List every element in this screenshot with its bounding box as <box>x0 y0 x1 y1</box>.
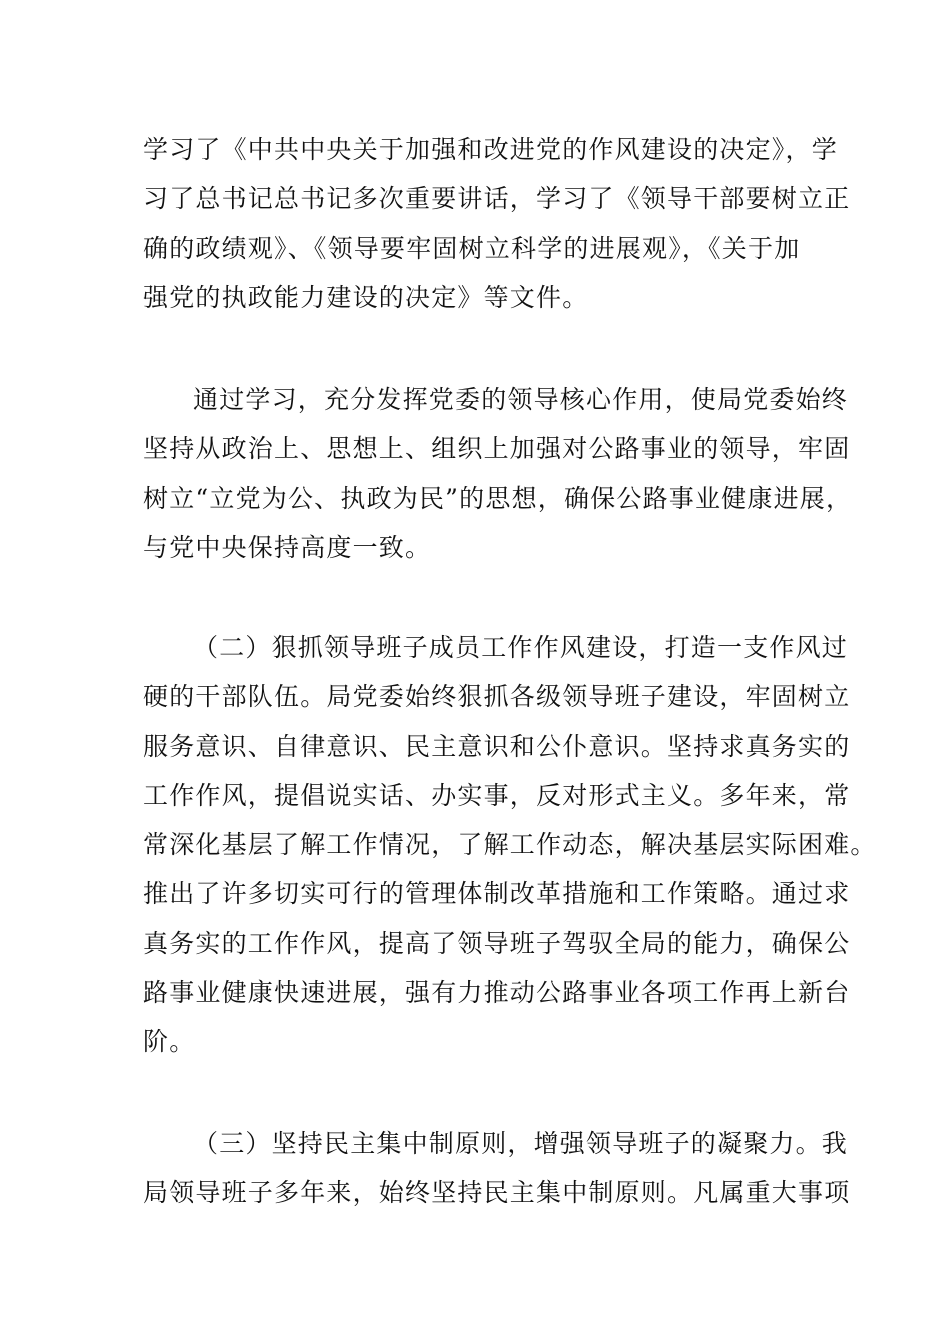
paragraph-study-results <box>143 375 853 572</box>
text-line: 常深化基层了解工作情况，了解工作动态，解决基层实际困难。 <box>143 830 877 860</box>
text-line: 坚持从政治上、思想上、组织上加强对公路事业的领导，牢固 <box>143 434 851 464</box>
text-line: 推出了许多切实可行的管理体制改革措施和工作策略。通过求 <box>143 879 851 909</box>
text-line: 局领导班子多年来，始终坚持民主集中制原则。凡属重大事项 <box>143 1178 851 1208</box>
text-line: 服务意识、自律意识、民主意识和公仆意识。坚持求真务实的 <box>143 731 851 761</box>
text-line: 路事业健康快速进展，强有力推动公路事业各项工作再上新台 <box>143 978 851 1008</box>
text-line: （二）狠抓领导班子成员工作作风建设，打造一支作风过 <box>193 633 849 662</box>
text-line: 硬的干部队伍。局党委始终狠抓各级领导班子建设，牢固树立 <box>143 682 851 712</box>
text-line: 习了总书记总书记多次重要讲话，学习了《领导干部要树立正 <box>143 184 851 214</box>
text-line: 与党中央保持高度一致。 <box>143 532 432 562</box>
text-line: （三）坚持民主集中制原则，增强领导班子的凝聚力。我 <box>193 1129 849 1158</box>
text-line: 树立“立党为公、执政为民”的思想，确保公路事业健康进展， <box>143 483 853 513</box>
paragraph-study-documents <box>143 125 851 322</box>
text-line: 学习了《中共中央关于加强和改进党的作风建设的决定》，学 <box>143 135 838 164</box>
paragraph-section-two <box>143 623 877 1067</box>
text-line: 工作作风，提倡说实话、办实事，反对形式主义。多年来，常 <box>143 780 851 810</box>
text-line: 阶。 <box>143 1027 196 1057</box>
text-line: 强党的执政能力建设的决定》等文件。 <box>143 282 589 312</box>
text-line: 通过学习，充分发挥党委的领导核心作用，使局党委始终 <box>193 385 849 414</box>
paragraph-section-three <box>143 1119 851 1218</box>
text-line: 真务实的工作作风，提高了领导班子驾驭全局的能力，确保公 <box>143 928 851 958</box>
text-line: 确的政绩观》、《领导要牢固树立科学的进展观》，《关于加 <box>143 233 801 263</box>
